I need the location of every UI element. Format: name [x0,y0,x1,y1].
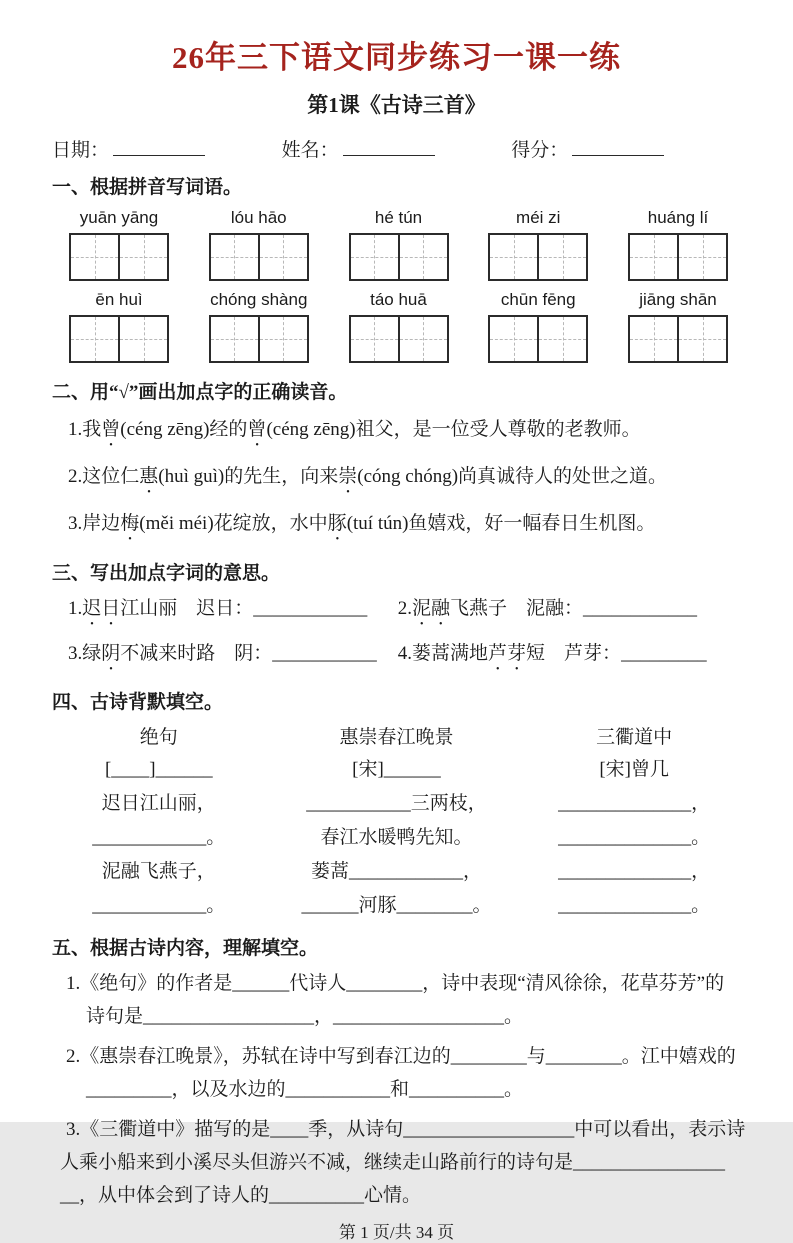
poem-title: 三衢道中 [596,727,673,748]
pinyin-row-2 [52,288,741,363]
dotted-word: 泥融 [412,598,451,619]
text-segment: 江山丽 迟日： [120,598,254,619]
poem-column-huichong [266,722,528,923]
grid-cell [490,235,537,279]
grid-cell [630,235,677,279]
date-field [52,135,282,162]
pinyin-row-1 [52,206,741,281]
grid-cell [630,317,677,361]
pinyin-word [68,206,170,281]
writing-grid [209,315,309,363]
poem-line: ______河豚________。 [301,895,492,916]
answer-blank: ____________ [253,598,368,619]
poem-line: ____________。 [92,895,226,916]
dotted-character: 梅 [120,513,140,534]
pronunciation-item-3 [68,507,741,545]
text-segment: (tuí tún)鱼嬉戏，好一幅春日生机图。 [346,513,656,534]
poem-author-line: [宋]______ [352,759,441,780]
score-label: 得分： [511,140,569,161]
text-segment: (céng zēng)祖父，是一位受人尊敬的老教师。 [266,419,641,440]
section2-heading: 二、用“√”画出加点字的正确读音。 [52,382,348,403]
document-title: 26年三下语文同步练习一课一练 [172,40,621,75]
pinyin-label: chūn fēng [500,290,576,309]
writing-grid [488,233,588,281]
pinyin-word [348,288,450,363]
answer-blank: ____________ [583,598,698,619]
pinyin-label: yuān yāng [79,208,159,227]
word-meaning-grid [52,594,741,675]
poem-line: ______________， [558,861,711,882]
comprehension-item-1 [52,967,741,1033]
text-segment: 不减来时路 阴： [120,643,273,664]
writing-grid [209,233,309,281]
text-segment: (huì guì)的先生，向来 [158,466,339,487]
question-line: 诗句是__________________，__________________。 [86,1006,524,1027]
comprehension-item-2 [52,1040,741,1106]
grid-cell [118,317,167,361]
name-label: 姓名： [281,140,339,161]
grid-cell [118,235,167,279]
poem-line: ___________三两枝， [306,793,487,814]
grid-cell [490,317,537,361]
writing-grid [488,315,588,363]
pinyin-label: hé tún [374,208,423,227]
pinyin-label: jiāng shān [639,290,717,309]
question-line: 3.《三衢道中》描写的是____季，从诗句__________________中可以看出，表示诗 [66,1119,746,1140]
dotted-word: 迟日 [82,598,121,619]
pinyin-label: ēn huì [95,290,143,309]
pinyin-word [627,206,729,281]
pinyin-word [487,206,589,281]
dotted-character: 曾 [101,419,121,440]
lesson-subtitle: 第1课《古诗三首》 [307,93,486,117]
grid-cell [351,317,398,361]
poem-column-jueju [52,722,266,923]
grid-cell [258,235,307,279]
dotted-character: 豚 [327,513,347,534]
pinyin-label: táo huā [370,290,427,309]
text-segment: 短 芦芽： [526,643,622,664]
text-segment: (cóng chóng)尚真诚待人的处世之道。 [357,466,668,487]
text-segment: 3.绿 [68,643,102,664]
answer-blank: _________ [621,643,707,664]
dotted-word: 芦芽 [488,643,527,664]
dotted-word: 阴 [101,643,121,664]
score-blank [572,140,664,156]
grid-cell [398,317,447,361]
text-segment: (céng zēng)经的 [120,419,248,440]
poem-line: ______________。 [558,827,711,848]
poem-line: 春江水暖鸭先知。 [320,827,473,848]
info-row [52,135,741,162]
pinyin-word [348,206,450,281]
poem-line: 泥融飞燕子， [101,861,216,882]
name-field [282,135,512,162]
question-line: __，从中体会到了诗人的__________心情。 [60,1185,422,1206]
pinyin-word [487,288,589,363]
poem-line: 迟日江山丽， [101,793,216,814]
grid-cell [537,235,586,279]
pinyin-word [208,288,310,363]
grid-cell [71,317,118,361]
section1-heading: 一、根据拼音写词语。 [52,177,243,198]
pronunciation-item-2 [68,460,741,498]
pronunciation-item-1 [68,413,741,451]
text-segment: 3.岸边 [68,513,121,534]
pinyin-label: huáng lí [647,208,709,227]
question-line: _________，以及水边的___________和__________。 [86,1079,524,1100]
writing-grid [349,233,449,281]
pinyin-label: méi zi [516,208,561,227]
grid-cell [258,317,307,361]
poem-line: ____________。 [92,827,226,848]
question-line: 2.《惠崇春江晚景》，苏轼在诗中写到春江边的________与________。江中嬉戏的 [66,1046,736,1067]
grid-cell [211,235,258,279]
text-segment: (měi méi)花绽放，水中 [139,513,328,534]
text-segment: 1. [68,598,83,619]
text-segment: 2. [397,598,413,619]
date-label: 日期： [52,140,110,161]
meaning-item-4 [398,639,741,675]
pinyin-word [208,206,310,281]
section5-heading: 五、根据古诗内容，理解填空。 [52,938,319,959]
grid-cell [677,235,726,279]
grid-cell [537,317,586,361]
pinyin-word [627,288,729,363]
score-field [511,135,741,162]
meaning-item-1 [68,594,398,630]
poem-recitation-grid [52,722,741,923]
grid-cell [677,317,726,361]
question-line: 人乘小船来到小溪尽头但游兴不减，继续走山路前行的诗句是________________ [60,1152,726,1173]
poem-author-line: [宋]曾几 [599,759,669,780]
dotted-character: 惠 [139,466,159,487]
writing-grid [69,315,169,363]
page-number: 第 1 页/共 34 页 [338,1223,455,1242]
dotted-character: 崇 [338,466,358,487]
poem-column-sanqu [527,722,741,923]
date-blank [113,140,205,156]
grid-cell [71,235,118,279]
text-segment: 飞燕子 泥融： [450,598,584,619]
pinyin-label: chóng shàng [210,290,308,309]
poem-title: 绝句 [139,727,178,748]
answer-blank: ___________ [272,643,377,664]
poem-line: 蒌蒿____________， [310,861,482,882]
pinyin-word [68,288,170,363]
pinyin-label: lóu hāo [230,208,287,227]
poem-author-line: [____]______ [104,759,213,780]
dotted-character: 曾 [247,419,267,440]
text-segment: 4.蒌蒿满地 [397,643,489,664]
name-blank [343,140,435,156]
section3-heading: 三、写出加点字词的意思。 [52,563,281,584]
comprehension-item-3 [52,1113,746,1212]
grid-cell [398,235,447,279]
writing-grid [628,315,728,363]
meaning-item-2 [398,594,741,630]
text-segment: 2.这位仁 [68,466,140,487]
text-segment: 1.我 [68,419,102,440]
poem-line: ______________， [558,793,711,814]
writing-grid [69,233,169,281]
poem-line: ______________。 [558,895,711,916]
writing-grid [349,315,449,363]
meaning-item-3 [68,639,398,675]
grid-cell [211,317,258,361]
section4-heading: 四、古诗背默填空。 [52,692,224,713]
grid-cell [351,235,398,279]
writing-grid [628,233,728,281]
poem-title: 惠崇春江晚景 [339,727,454,748]
question-line: 1.《绝句》的作者是______代诗人________，诗中表现“清风徐徐，花草芬芳”的 [66,973,725,994]
